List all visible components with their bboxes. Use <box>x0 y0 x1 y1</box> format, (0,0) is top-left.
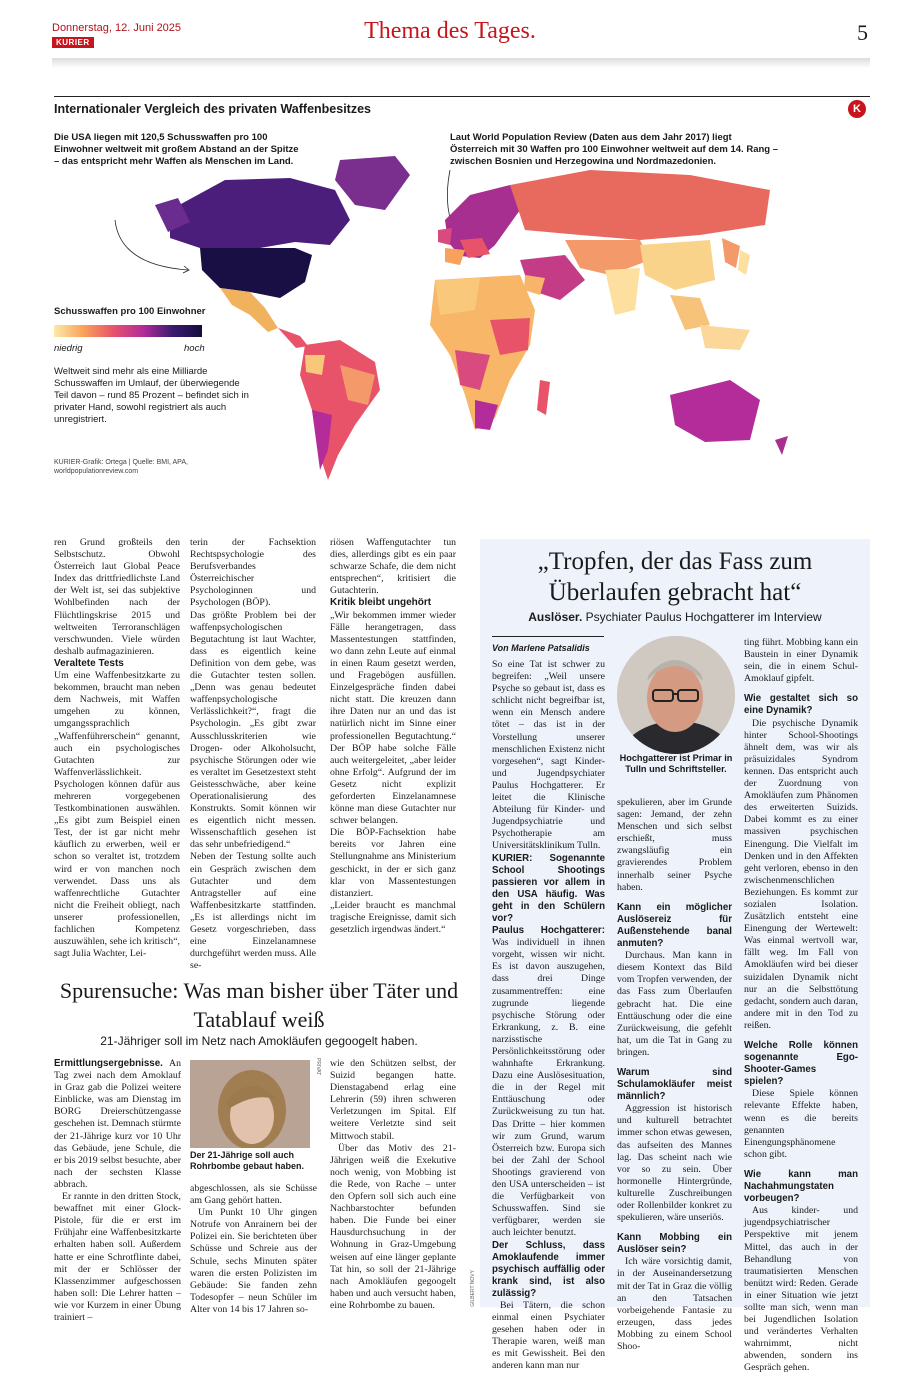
interview-question: Wie kann man Nachahmungstaten vorbeugen? <box>744 1168 858 1205</box>
legend-high-label: hoch <box>184 343 205 354</box>
china <box>640 240 715 290</box>
page-number: 5 <box>857 20 868 45</box>
greenland <box>335 156 410 210</box>
kurier-logo: KURIER <box>52 37 94 48</box>
photo-credit: GILBERT NOVY <box>470 1270 476 1307</box>
subheading-veraltete-tests: Veraltete Tests <box>54 657 124 669</box>
section-title: Thema des Tages. <box>364 18 536 44</box>
interview-question: Kann ein möglicher Auslösereiz für Außenstehende banal anmuten? <box>617 901 732 950</box>
article-column-2 <box>190 537 316 972</box>
article-paragraph: terin der Fachsektion Rechtspsychologie des Berufsverbandes Österreichischer Psychologinnen und Psychologen (BÖP). <box>190 537 316 609</box>
interview-question: KURIER: Sogenannte School Shootings passieren vor allem in den USA häufig. Was geht in den Schülern vor? <box>492 852 605 924</box>
header-shadow <box>52 58 870 68</box>
article-paragraph: Neben der Testung sollte auch ein Gespräch zwischen dem Gutachter und dem Antragsteller auf eine Waffenbesitzkarte stattfinden. „Es ist allerdings nicht im Gesetz vorgeschrieben, dass eine Einzelanamnese durchgeführt werden muss. Alle se- <box>190 851 316 972</box>
article-paragraph: Um eine Waffenbesitzkarte zu bekommen, braucht man neben dem Nachweis, mit Waffen umgehen zu können, umgangssprachlich „Waffenführerschein“ genannt, auch ein psychologisches Gutachten zur Waffenverlässlichkeit. Psychologen können dafür aus mehreren vorgegebenen Testkombinationen auswählen. „Es gibt zum Beispiel einen Test, der ist gar nicht mehr käuflich zu erwerben, weil er schon so veraltet ist, trotzdem wird er von manchen noch verwendet. Dass uns als waffenrechtliche Gutachter nicht die Freiheit obliegt, nach unserer professionellen, fachlichen Kompetenz auszuwählen, sehe ich kritisch“, sagt Julia Wachter, Lei- <box>54 670 180 960</box>
spur-headline: Spurensuche: Was man bisher über Täter und Tatablauf weiß <box>59 978 459 1032</box>
interview-subline: Auslöser. Psychiater Paulus Hochgatterer im Interview <box>528 610 822 624</box>
interview-question: Wie gestaltet sich so eine Dynamik? <box>744 693 858 717</box>
spur-subline: 21-Jähriger soll im Netz nach Amokläufen gegoogelt haben. <box>100 1034 418 1048</box>
usa-caption: Die USA liegen mit 120,5 Schusswaffen pro 100 Einwohner weltweit mit großem Abstand an der Spitze – das entspricht mehr Waffen als Menschen im Land. <box>54 132 299 167</box>
article-paragraph: riösen Waffengutachter tun dies, allerdings gibt es ein paar schwarze Schafe, die dem nicht entsprechen“, kritisiert die Gutachterin. <box>330 537 456 597</box>
canada <box>170 178 350 248</box>
author-rule <box>492 636 604 637</box>
interview-column-1: So eine Tat ist schwer zu begreifen: „Weil unsere Psyche so gebaut ist, dass es schlicht nicht begreifbar ist, wenn ein Mensch andere tötet – das ist in der Vorstellung unserer menschlichen Existenz nicht vorgesehen“, sagt Kinder- und Jugendpsychiater Paulus Hochgatterer. Er leitet die Klinische Abteilung für Kinder- und Jugendpsychiatrie und Psychotherapie am Universitätsklinikum Tulln. KURIER: Sogenannte School Shootings passieren vor allem in den USA häufig. Was geht in den Schülern vor? Paulus Hochgatterer: Was individuell in ihnen vorgeht, wissen wir nicht. Es ist davon auszugehen, dass drei Dinge zusammentreffen: eine zugrunde liegende psychische Störung oder Erkrankung, z. B. eine narzisstische Persönlichkeitsstörung oder wahnhafte Erkrankung. Dazu eine Auslösesituation, die in der Regel mit Enttäuschung oder Zurückweisung zu tun hat. Das Dritte – hier kommen wir zum Grund, warum Österreich bzw. Europa sich bei der Zahl der School Shootings gravierend von den USA unterscheiden – ist die Verfügbarkeit von Schusswaffen. Sind sie verfügbarer, werden sie auch leichter benutzt. Der Schluss, dass Amoklaufende immer psychisch auffällig oder krank sind, ist also zulässig? Bei Tätern, die schon einmal einen Psychiater gesehen haben oder in Therapie waren, weiß man es mit Gewissheit. Bei den anderen kann man nur <box>492 659 605 1372</box>
graphic-title: Internationaler Vergleich des privaten Waffenbesitzes <box>54 102 371 116</box>
spur-column-1: Ermittlungsergebnisse. An Tag zwei nach dem Amoklauf in Graz gab die Polizei weitere Einblicke, was am Dienstag im BORG Dreierschützengasse geschehen ist. Demnach stürmte der 21-Jährige kurz vor 10 Uhr das Gebäude, jene Schule, die er bis 2019 selbst besuchte, aber nach der sechsten Klasse abbrach. Er rannte in den dritten Stock, bewaffnet mit einer Glock-Pistole, für die er erst im Frühjahr eine Waffenbesitzkarte erhalten haben soll. Außerdem hatte er eine Schrotflinte dabei, mit der er Schlösser der Klassenzimmer aufgeschossen haben soll: Die Lehrer hatten – wie vor Kurzem in einer Übung trainiert – <box>54 1058 181 1323</box>
interview-headline: „Tropfen, der das Fass zum Überlaufen gebracht hat“ <box>537 548 813 606</box>
interview-question: Welche Rolle können sogenannte Ego-Shooter-Games spielen? <box>744 1040 858 1088</box>
article-paragraph: „Wir bekommen immer wieder Fälle herangetragen, dass Massentestungen stattfinden, wo dann zehn Leute auf einmal in einen Raum gesetzt werden, und Fragebögen ausfüllen. Einzelgespräche finden dabei nicht statt. Die kreuzen dann ihre Daten nur an und das ist natürlich nicht im Sinne einer professionellen Begutachtung.“ Der BÖP habe solche Fälle auch weitergeleitet, „aber leider ohne Erfolg“. Aufgrund der im Gesetz nicht explizit geforderten Einzelanamnese könne man diese Gutachter nur schwer belangen. <box>330 609 456 827</box>
suspect-photo <box>190 1060 310 1148</box>
interview-column-2: spekulieren, aber im Grunde sagen: Jemand, der zehn Menschen und sich selbst erschießt, muss zwangsläufig ein gravierendes Problem innerhalb seiner Psyche haben. Kann ein möglicher Auslösereiz für Außenstehende banal anmuten? Durchaus. Man kann in diesem Kontext das Bild vom Tropfen verwenden, der das Fass zum Überlaufen gebracht hat. Die eine Enttäuschung oder die eine Zurückweisung, die gefehlt hat, um die Tat in Gang zu bringen. Warum sind Schulamokläufer meist männlich? Aggression ist historisch und kulturell betrachtet immer schon etwas gewesen, das aufseiten des Mannes lag. Das scheint nach wie vor so zu sein. Über hormonelle Hintergründe, kulturelle Zuschreibungen oder Rollenbilder konkret zu spekulieren, wäre unseriös. Kann Mobbing ein Auslöser sein? Ich wäre vorsichtig damit, in der Auseinandersetzung mit der Tat in Graz die völlig an den Tatsachen vorbeigehende Fantasie zu erzeugen, dass jedes Mobbing zu einem School Shoo- <box>617 797 732 1353</box>
map-note: Weltweit sind mehr als eine Milliarde Schusswaffen im Umlauf, der überwiegende Teil davon – rund 85 Prozent – befindet sich in privater Hand, sowohl registriert als auch unregistriert. <box>54 366 249 425</box>
legend-color-scale <box>54 325 202 337</box>
spur-column-2: abgeschlossen, als sie Schüsse am Gang gehört hatten. Um Punkt 10 Uhr gingen Notrufe von Anrainern bei der Polizei ein. Sie berichteten über Schüsse und Schreie aus der Schule, sechs Minuten später waren die ersten Polizisten im Gebäude: Sie fanden zehn Todesopfer – neun Schüler im Alter von 14 bis 17 Jahren so- <box>190 1183 317 1315</box>
issue-date: Donnerstag, 12. Juni 2025 <box>52 22 182 34</box>
photo-credit: PRIVAT <box>315 1058 321 1076</box>
world-firearms-map <box>50 150 800 495</box>
article-column-3 <box>330 537 456 936</box>
article-column-1 <box>54 537 180 960</box>
interview-question: Warum sind Schulamokläufer meist männlich? <box>617 1066 732 1103</box>
interview-question: Kann Mobbing ein Auslöser sein? <box>617 1232 732 1256</box>
interview-question: Der Schluss, dass Amoklaufende immer psychisch auffällig oder krank sind, ist also zulässig? <box>492 1239 605 1299</box>
australia <box>670 380 760 442</box>
kurier-k-icon: K <box>848 100 866 118</box>
article-paragraph: „Leider braucht es manchmal tragische Ereignisse, damit sich gesetzlich irgendwas ändert.“ <box>330 899 456 935</box>
suspect-photo-caption: Der 21-Jährige soll auch Rohrbombe gebaut haben. <box>190 1150 305 1171</box>
spur-column-3: wie den Schützen selbst, der Suizid begangen hatte. Dienstagabend erlag eine Lehrerin (59) ihren schweren Verletzungen im Spital. Elf weitere Verletzte sind seit Mittwoch stabil. Über das Motiv des 21-Jährigen weiß die Exekutive noch wenig, von Mobbing ist die Rede, von Rache – unter den Opfern soll sich auch eine Nachbarstochter befunden haben. Die Funde bei einer Hausdurchsuchung in der Wohnung in Graz-Umgebung weisen auf eine länger geplante Tat hin, so soll der 21-Jährige nach Amokläufen gegoogelt haben und auch versucht haben, eine Rohrbombe zu bauen. <box>330 1058 456 1311</box>
austria-caption: Laut World Population Review (Daten aus dem Jahr 2017) liegt Österreich mit 30 Waffen pro 100 Einwohner weltweit auf dem 14. Rang – zwischen Bosnien und Herzegowina und Nordmazedonien. <box>450 132 779 167</box>
hochgatterer-photo <box>617 636 735 754</box>
russia <box>510 170 770 240</box>
interview-author: Von Marlene Patsalidis <box>492 643 590 653</box>
graphic-source: KURIER-Grafik: Ortega | Quelle: BMI, APA, worldpopulationreview.com <box>54 459 188 475</box>
legend-low-label: niedrig <box>54 343 83 354</box>
graphic-top-rule <box>54 96 870 97</box>
article-paragraph: ren Grund großteils den Selbstschutz. Obwohl Österreich laut Global Peace Index das drittfriedlichste Land der Welt ist, sei das subjektive Wohlbefinden nach der Flüchtlingskrise 2015 und weltweiten Terroranschlägen verschwunden. Viele würden deshalb aufmagazinieren. <box>54 537 180 657</box>
india <box>605 268 640 315</box>
legend-title: Schusswaffen pro 100 Einwohner <box>54 306 206 317</box>
article-paragraph: Die BÖP-Fachsektion habe bereits vor Jahren eine Stellungnahme ans Ministerium geschickt, in der er sich ganz klar von Massentestungen distanziert. <box>330 827 456 899</box>
article-paragraph: Das größte Problem bei der waffenpsychologischen Begutachtung ist laut Wachter, dass es eigentlich keine Definition von dem gebe, was die Gutachter testen sollen. „Denn was genau bedeutet waffenpsychologische Verlässlichkeit?“, fragt die Psychologin. „Es gibt zwar Ausschlusskriterien wie Drogen- oder Alkoholsucht, psychische Störungen oder wie es veraltet im Gesetzestext steht Geistesschwäche, aber keine Operationalisierung des Konstrukts. Somit können wir es eigentlich nicht messen. Wissenschaftlich gesehen ist das sehr unbefriedigend.“ <box>190 609 316 851</box>
subheading-kritik: Kritik bleibt ungehört <box>330 597 432 609</box>
usa <box>200 248 312 298</box>
interview-kicker: Auslöser. <box>528 610 583 624</box>
photo-caption: Hochgatterer ist Primar in Tulln und Schriftsteller. <box>619 753 733 774</box>
interview-column-3: ting führt. Mobbing kann ein Baustein in einer Dynamik sein, die in einem Schul-Amoklauf gipfelt. Wie gestaltet sich so eine Dynamik? Die psychische Dynamik hinter School-Shootings ähnelt dem, was wir als präsuizidales Syndrom kennen. Das entspricht auch der Zuordnung von Amokläufen zum Phänomen des erweiterten Suizids. Dabei kommt es zu einer massiven psychischen Einengung. Die Vielfalt im Denken und in den Affekten geht verloren, ebenso in den zwischenmenschlichen Beziehungen. Es kommt zur sozialen Isolation. Zusätzlich entsteht eine Einengung der Wertewelt: Was einmal wertvoll war, fällt weg. Im Fall von Amokläufen wird bei dieser suizidalen Dynamik nicht nur an die Selbsttötung gedacht, sondern auch daran, andere mit in den Tod zu reißen. Welche Rolle können sogenannte Ego-Shooter-Games spielen? Diese Spiele können relevante Effekte haben, wenn es die bereits genannten Einengungsphänomene schon gibt. Wie kann man Nachahmungstaten vorbeugen? Aus kinder- und jugendpsychiatrischer Perspektive mit jenem Mittel, das auch in der Behandlung von traumatisierten Menschen benützt wird: Reden. Gerade in einer Situation wie jetzt sollte man sich, wenn man bei Jugendlichen Isolation und verändertes Verhalten wahrnimmt, nicht abwenden, sondern ins Gespräch gehen. <box>744 637 858 1374</box>
